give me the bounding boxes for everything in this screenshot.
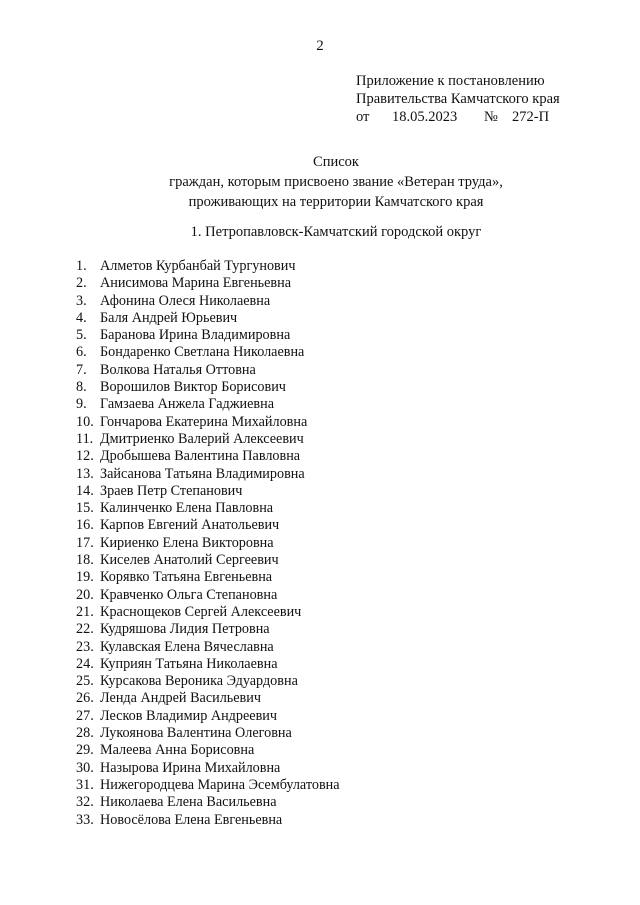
- list-item: [76, 535, 340, 552]
- list-item: [76, 431, 340, 448]
- list-item-name: Курсакова Вероника Эдуардовна: [100, 673, 298, 690]
- list-item: [76, 639, 340, 656]
- list-item: [76, 794, 340, 811]
- list-item-number: 30.: [76, 759, 94, 776]
- list-item-number: 23.: [76, 638, 94, 655]
- people-list: [76, 258, 340, 829]
- list-item-number: 5.: [76, 327, 87, 344]
- list-item-name: Алметов Курбанбай Тургунович: [100, 258, 296, 274]
- list-item: [76, 466, 340, 483]
- list-item-number: 24.: [76, 655, 94, 672]
- list-subtitle-line-1: граждан, которым присвоено звание «Ветеран труда»,: [169, 174, 503, 190]
- list-item: [76, 275, 340, 292]
- list-item-number: 11.: [76, 430, 94, 447]
- list-item-number: 10.: [76, 413, 94, 430]
- page-number: 2: [316, 38, 324, 54]
- appendix-number: 272-П: [512, 109, 550, 125]
- list-item-name: Кравченко Ольга Степановна: [100, 586, 278, 603]
- list-item-number: 29.: [76, 742, 94, 759]
- list-item: [76, 500, 340, 517]
- list-item-name: Зраев Петр Степанович: [100, 482, 243, 499]
- list-item-name: Нижегородцева Марина Эсембулатовна: [100, 776, 340, 793]
- list-item-name: Киселев Анатолий Сергеевич: [100, 552, 279, 569]
- list-item: [76, 448, 340, 465]
- appendix-date-row: [356, 108, 560, 126]
- list-item: [76, 690, 340, 707]
- list-item: [76, 414, 340, 431]
- list-item-number: 16.: [76, 517, 94, 534]
- list-item-name: Дробышева Валентина Павловна: [100, 448, 301, 465]
- list-item: [76, 812, 340, 829]
- list-item: [76, 673, 340, 690]
- list-item-name: Зайсанова Татьяна Владимировна: [100, 465, 305, 482]
- list-item-name: Назырова Ирина Михайловна: [100, 759, 281, 776]
- list-item-name: Краснощеков Сергей Алексеевич: [100, 603, 302, 620]
- list-item: [76, 760, 340, 777]
- list-item-number: 12.: [76, 448, 94, 465]
- district-heading: 1. Петропавловск-Камчатский городской округ: [190, 224, 482, 240]
- list-item-name: Николаева Елена Васильевна: [100, 794, 277, 811]
- list-item-name: Лукоянова Валентина Олеговна: [100, 725, 292, 742]
- list-item-name: Калинченко Елена Павловна: [100, 500, 274, 517]
- list-item: [76, 293, 340, 310]
- list-item: [76, 310, 340, 327]
- appendix-number-sign: №: [484, 109, 498, 125]
- list-item-number: 25.: [76, 673, 94, 690]
- list-item: [76, 344, 340, 361]
- list-item-number: 20.: [76, 586, 94, 603]
- list-item-number: 28.: [76, 725, 94, 742]
- appendix-line-2: Правительства Камчатского края: [356, 91, 560, 107]
- list-title: Список: [313, 154, 359, 170]
- list-item-name: Новосёлова Елена Евгеньевна: [100, 811, 283, 828]
- list-item-name: Кулавская Елена Вячеславна: [100, 638, 274, 655]
- list-item: [76, 656, 340, 673]
- list-item: [76, 552, 340, 569]
- list-item: [76, 587, 340, 604]
- appendix-date: 18.05.2023: [392, 109, 458, 125]
- appendix-line-1: Приложение к постановлению: [356, 73, 545, 89]
- list-item-number: 7.: [76, 361, 87, 378]
- list-item-name: Баля Андрей Юрьевич: [100, 309, 238, 326]
- list-item-number: 15.: [76, 500, 94, 517]
- list-item-number: 32.: [76, 794, 94, 811]
- list-item: [76, 777, 340, 794]
- list-item: [76, 327, 340, 344]
- list-item-number: 17.: [76, 534, 94, 551]
- appendix-from-label: от: [356, 109, 370, 125]
- list-item-number: 13.: [76, 465, 94, 482]
- list-item-number: 21.: [76, 603, 94, 620]
- list-item: [76, 604, 340, 621]
- list-item-number: 3.: [76, 292, 87, 309]
- list-item-number: 14.: [76, 482, 94, 499]
- list-item-name: Анисимова Марина Евгеньевна: [100, 275, 292, 292]
- list-item: [76, 725, 340, 742]
- list-item: [76, 621, 340, 638]
- list-item-number: 6.: [76, 344, 87, 361]
- list-item: [76, 396, 340, 413]
- list-item-number: 31.: [76, 776, 94, 793]
- list-item-number: 27.: [76, 707, 94, 724]
- list-item-number: 8.: [76, 379, 87, 396]
- list-item-name: Бондаренко Светлана Николаевна: [100, 344, 305, 361]
- list-item: [76, 483, 340, 500]
- list-item: [76, 362, 340, 379]
- list-item-name: Корявко Татьяна Евгеньевна: [100, 569, 273, 586]
- list-item-name: Кудряшова Лидия Петровна: [100, 621, 270, 638]
- list-subtitle-line-2: проживающих на территории Камчатского края: [188, 194, 484, 210]
- list-item-name: Карпов Евгений Анатольевич: [100, 517, 280, 534]
- list-item-name: Ленда Андрей Васильевич: [100, 690, 261, 707]
- list-item: [76, 708, 340, 725]
- list-item: [76, 517, 340, 534]
- list-item-name: Гамзаева Анжела Гаджиевна: [100, 396, 274, 413]
- list-item-name: Гончарова Екатерина Михайловна: [100, 413, 308, 430]
- list-item-name: Кириенко Елена Викторовна: [100, 534, 274, 551]
- list-item-name: Ворошилов Виктор Борисович: [100, 379, 286, 396]
- list-item-number: 4.: [76, 309, 87, 326]
- appendix-block: [356, 72, 560, 126]
- list-item-number: 19.: [76, 569, 94, 586]
- list-header: [0, 152, 640, 212]
- list-item-name: Баранова Ирина Владимировна: [100, 327, 291, 344]
- list-item-number: 33.: [76, 811, 94, 828]
- list-item-number: 1.: [76, 258, 87, 274]
- list-item: [76, 258, 340, 275]
- list-item-number: 26.: [76, 690, 94, 707]
- list-item-name: Волкова Наталья Оттовна: [100, 361, 256, 378]
- list-item-number: 9.: [76, 396, 87, 413]
- list-item-name: Лесков Владимир Андреевич: [100, 707, 278, 724]
- list-item: [76, 742, 340, 759]
- list-item-number: 18.: [76, 552, 94, 569]
- list-item-name: Дмитриенко Валерий Алексеевич: [100, 430, 304, 447]
- list-item-number: 22.: [76, 621, 94, 638]
- list-item: [76, 569, 340, 586]
- list-item: [76, 379, 340, 396]
- list-item-name: Афонина Олеся Николаевна: [100, 292, 271, 309]
- list-item-name: Куприян Татьяна Николаевна: [100, 655, 278, 672]
- list-item-number: 2.: [76, 275, 87, 292]
- list-item-name: Малеева Анна Борисовна: [100, 742, 255, 759]
